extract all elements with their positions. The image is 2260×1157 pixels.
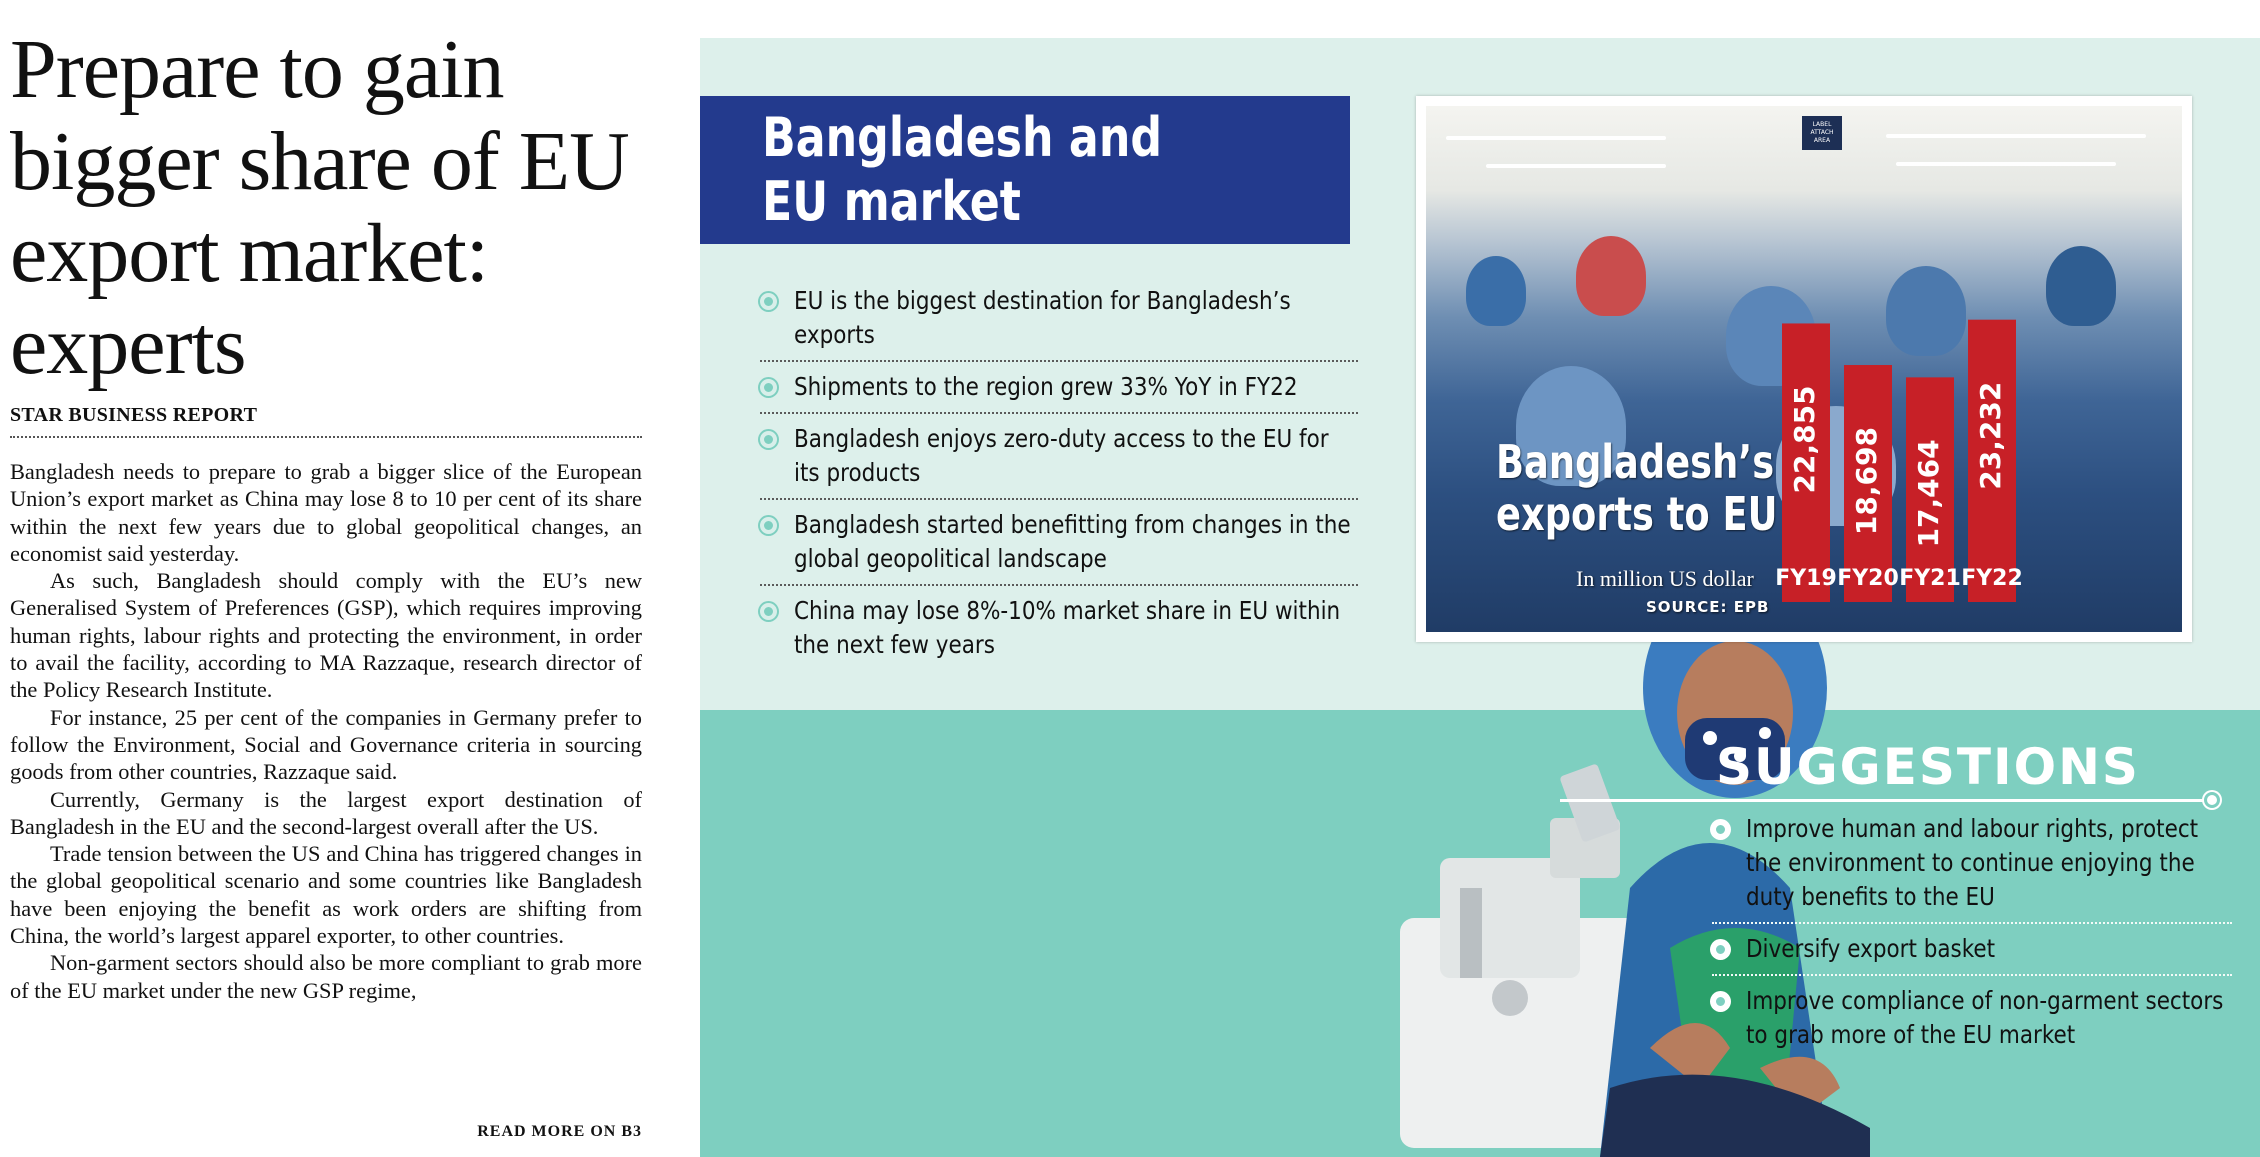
article-body xyxy=(10,458,642,1004)
list-item: Improve human and labour rights, protect the environment to continue enjoying the duty benefits to the EU xyxy=(1712,812,2232,924)
suggestions-list xyxy=(1712,812,2232,1068)
news-article xyxy=(0,0,650,1157)
chart-category-label: FY22 xyxy=(1961,566,2023,591)
list-item: Improve compliance of non-garment sectors to grab more of the EU market xyxy=(1712,984,2232,1060)
article-paragraph: Bangladesh needs to prepare to grab a bigger slice of the European Union’s export market as China may lose 8 to 10 per cent of its share within the next few years due to global geopolitical changes, an economist said yesterday. xyxy=(10,459,642,566)
bullet-icon xyxy=(760,379,777,396)
article-byline: STAR BUSINESS REPORT xyxy=(10,404,258,426)
chart-unit-label: In million US dollar xyxy=(1576,566,1754,591)
bullet-icon xyxy=(760,431,777,448)
list-item: EU is the biggest destination for Bangladesh’s exports xyxy=(760,284,1358,362)
byline-divider xyxy=(10,436,642,438)
bullet-icon xyxy=(760,603,777,620)
label-attach-sign: LABEL ATTACH AREA xyxy=(1802,116,1842,150)
list-item: Bangladesh enjoys zero-duty access to the EU for its products xyxy=(760,422,1358,500)
chart-category-label: FY21 xyxy=(1899,566,1961,591)
chart-value-label: 18,698 xyxy=(1850,427,1883,536)
divider-dot-icon xyxy=(2204,792,2220,808)
article-paragraph: Currently, Germany is the largest export destination of Bangladesh in the EU and the second-largest overall after the US. xyxy=(10,786,642,839)
exports-bar-chart xyxy=(1426,106,2182,632)
factory-photo-with-chart xyxy=(1416,96,2192,642)
chart-value-label: 22,855 xyxy=(1788,385,1821,494)
list-item: Bangladesh started benefitting from changes in the global geopolitical landscape xyxy=(760,508,1358,586)
read-more-link[interactable]: READ MORE ON B3 xyxy=(477,1123,642,1140)
factory-photo xyxy=(1426,106,2182,632)
list-item: China may lose 8%-10% market share in EU within the next few years xyxy=(760,594,1358,670)
bullet-icon xyxy=(1712,941,1729,958)
suggestions-heading: SUGGESTIONS xyxy=(1716,738,2140,796)
infographic-title: Bangladesh and EU market xyxy=(762,106,1163,233)
article-headline: Prepare to gain bigger share of EU export market: experts xyxy=(10,23,629,392)
chart-source: SOURCE: EPB xyxy=(1646,598,1770,616)
chart-value-label: 23,232 xyxy=(1974,381,2007,490)
list-item: Diversify export basket xyxy=(1712,932,2232,976)
chart-category-label: FY19 xyxy=(1775,566,1837,591)
list-item: Shipments to the region grew 33% YoY in FY22 xyxy=(760,370,1358,414)
article-paragraph: Trade tension between the US and China has triggered changes in the global geopolitical scenario and some countries like Bangladesh have been enjoying the benefit as work orders are shifting from China, the world’s largest apparel exporter, to other countries. xyxy=(10,841,642,949)
suggestions-divider xyxy=(1560,799,2210,802)
article-paragraph: For instance, 25 per cent of the companies in Germany prefer to follow the Environment, Social and Governance criteria in sourcing goods from other countries, Razzaque said. xyxy=(10,704,642,785)
bullet-icon xyxy=(760,293,777,310)
bullet-icon xyxy=(760,517,777,534)
chart-title: Bangladesh’s exports to EU xyxy=(1496,435,1778,541)
chart-category-label: FY20 xyxy=(1837,566,1899,591)
bullet-icon xyxy=(1712,993,1729,1010)
article-paragraph: As such, Bangladesh should comply with the EU’s new Generalised System of Preferences (GSP), which requires improving human rights, labour rights and protecting the environment, in order to avail the facility, according to MA Razzaque, research director of the Policy Research Institute. xyxy=(10,568,642,703)
article-paragraph: Non-garment sectors should also be more compliant to grab more of the EU market under the new GSP regime, xyxy=(10,950,642,1003)
chart-value-label: 17,464 xyxy=(1912,439,1945,548)
bullet-icon xyxy=(1712,821,1729,838)
eu-market-bullet-list xyxy=(760,284,1358,678)
